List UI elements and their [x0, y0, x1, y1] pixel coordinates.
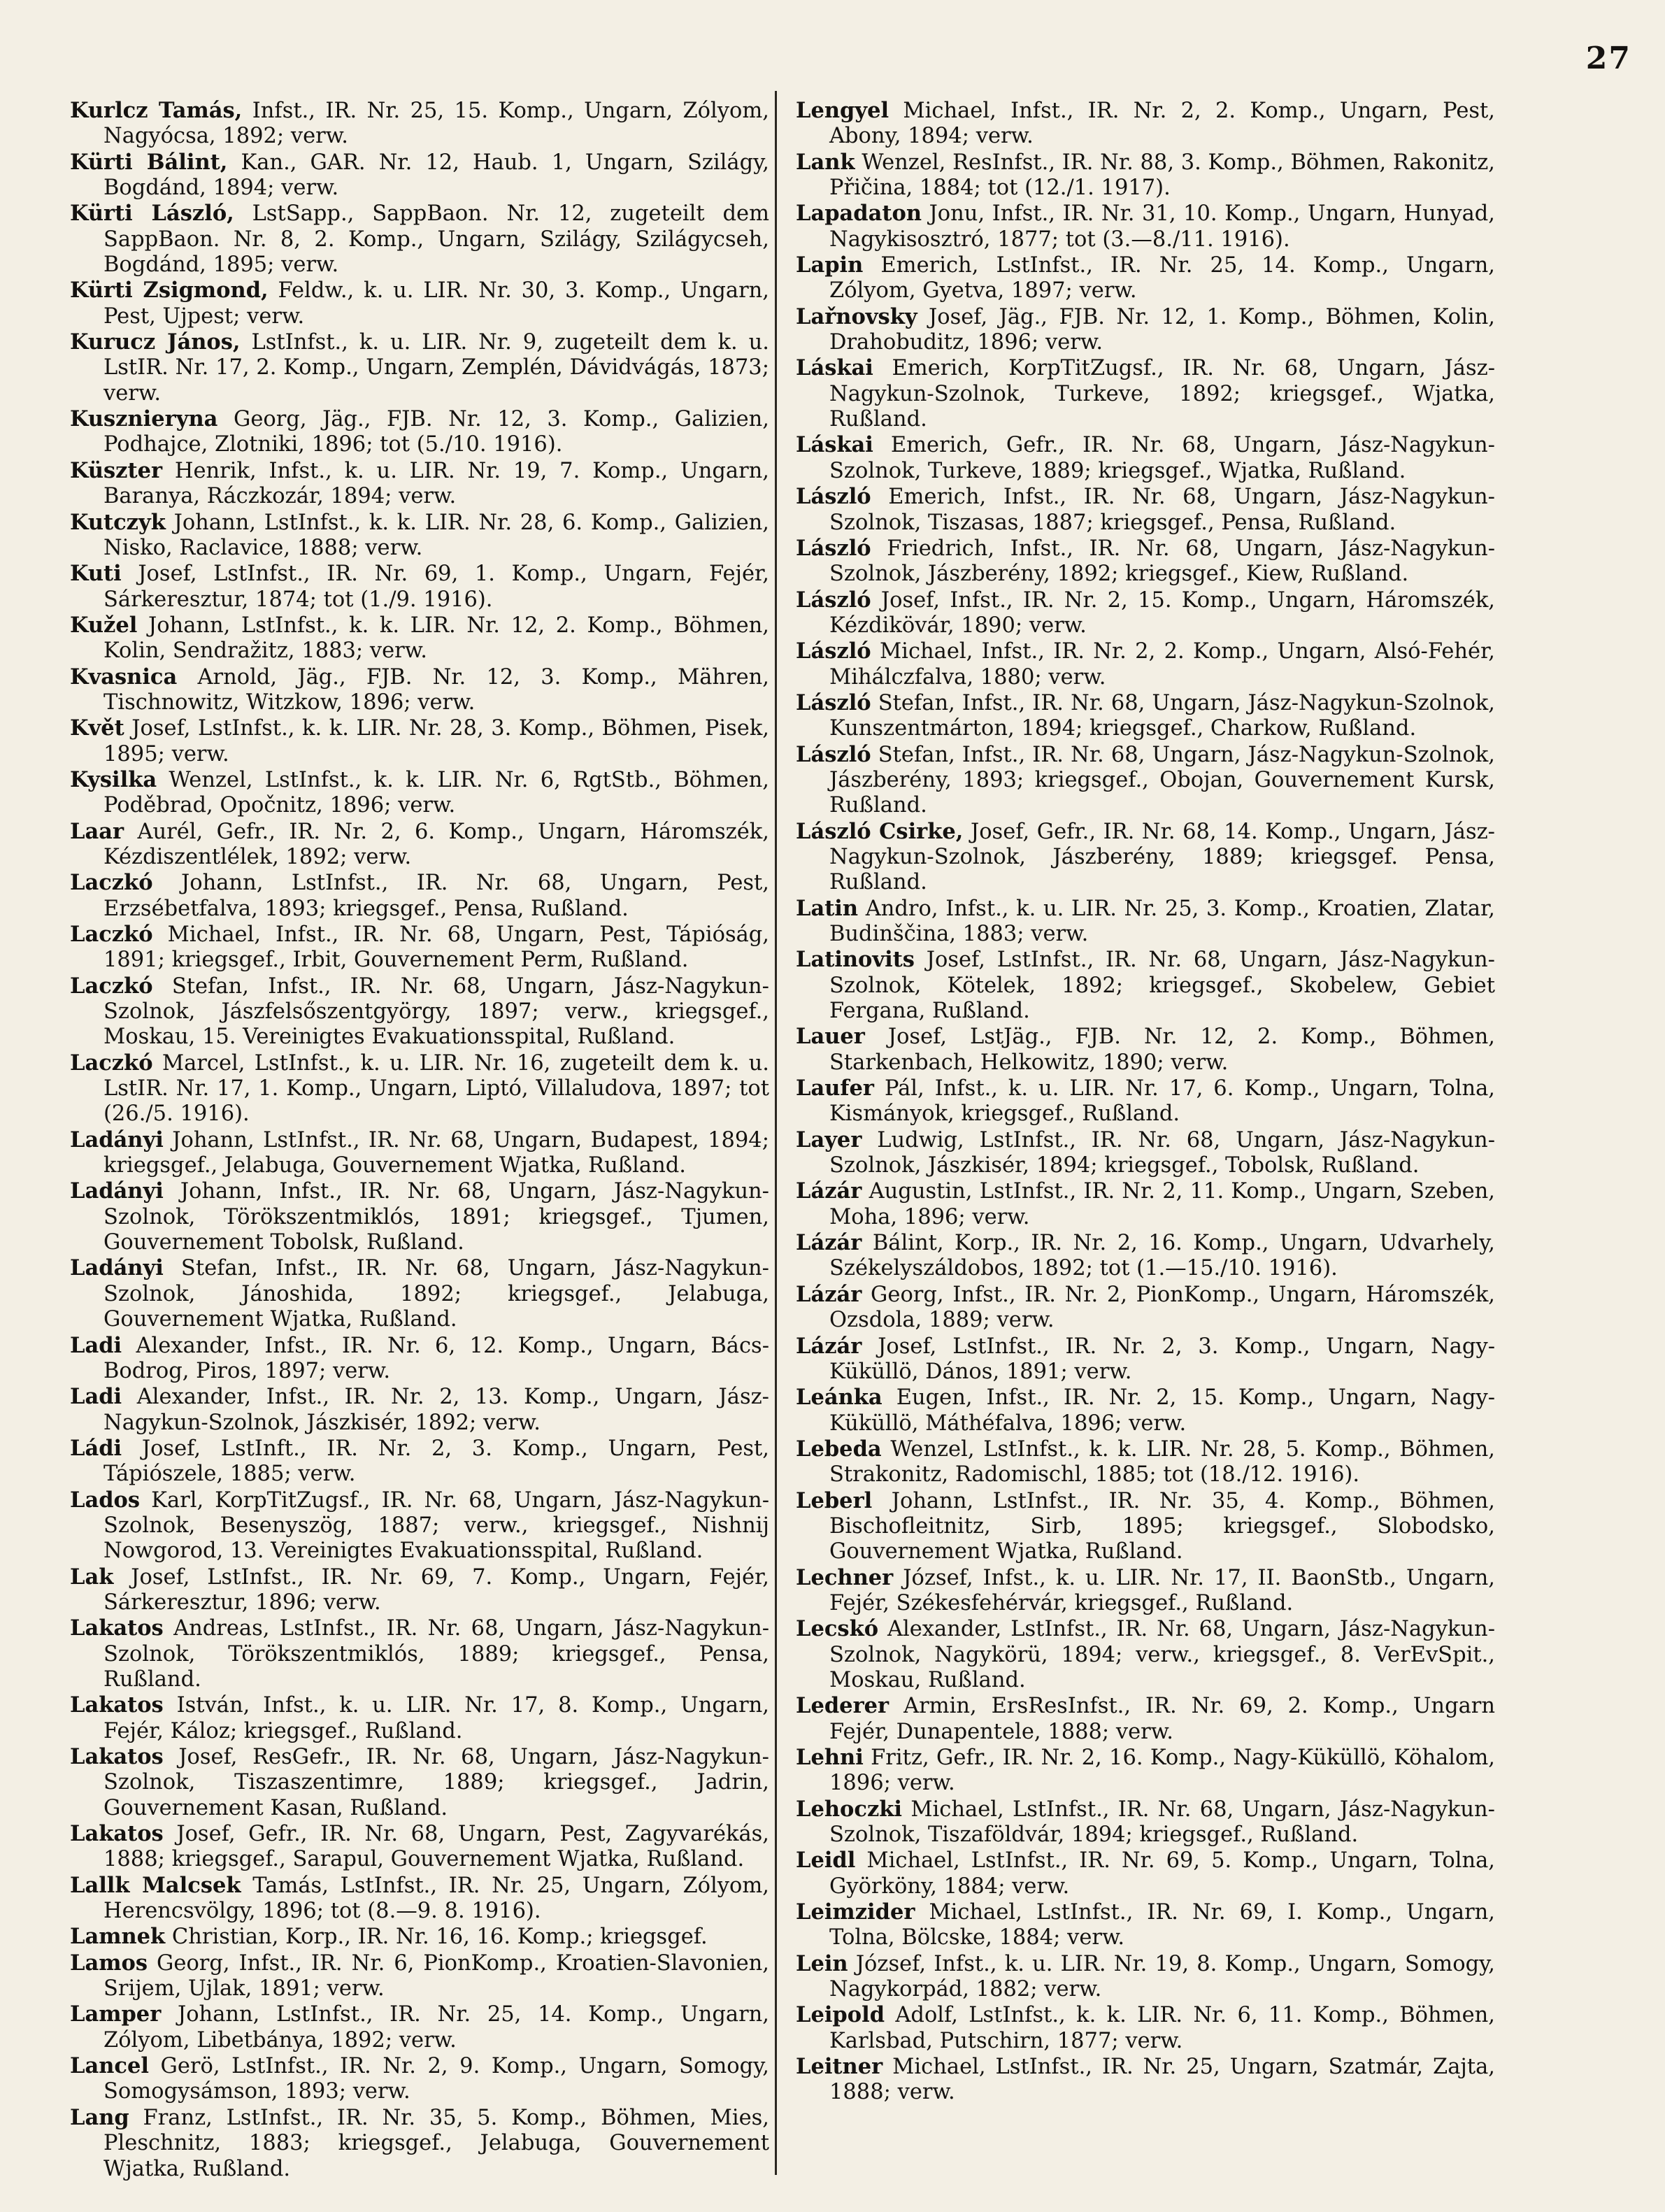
entry-details: Michael, LstInfst., IR. Nr. 25, Ungarn, Szatmár, Zajta, 1888; verw.: [829, 2055, 1495, 2105]
register-entry: [796, 432, 1495, 484]
register-entry: [70, 98, 769, 150]
entry-details: Alexander, Infst., IR. Nr. 6, 12. Komp., Ungarn, Bács-Bodrog, Piros, 1897; verw.: [103, 1333, 769, 1383]
entry-details: Emerich, LstInfst., IR. Nr. 25, 14. Komp., Ungarn, Zólyom, Gyetva, 1897; verw.: [829, 253, 1496, 304]
entry-details: Michael, Infst., IR. Nr. 2, 2. Komp., Ungarn, Alsó-Fehér, Mihálczfalva, 1880; verw.: [829, 639, 1495, 690]
entry-surname: Latinovits: [796, 947, 915, 973]
entry-surname: Laczkó: [70, 973, 153, 999]
entry-surname: Kužel: [70, 612, 138, 638]
entry-details: LstSapp., SappBaon. Nr. 12, zugeteilt dem SappBaon. Nr. 8, 2. Komp., Ungarn, Szilágy, Szilágycseh, Bogdánd, 1895; verw.: [103, 201, 769, 278]
entry-surname: Ladányi: [70, 1255, 164, 1281]
entry-surname: Laczkó: [70, 922, 153, 947]
register-entry: [796, 638, 1495, 690]
register-entry: [70, 406, 769, 458]
entry-surname: Lamos: [70, 1950, 148, 1976]
register-entry: [796, 742, 1495, 819]
register-entry: [70, 1873, 769, 1925]
entry-surname: Ladányi: [70, 1127, 164, 1153]
entry-details: Emerich, Gefr., IR. Nr. 68, Ungarn, Jász-Nagykun-Szolnok, Turkeve, 1889; kriegsgef., Wjatka, Rußland.: [829, 433, 1495, 483]
entry-surname: Lechner: [796, 1564, 894, 1590]
entry-details: Fritz, Gefr., IR. Nr. 2, 16. Komp., Nagy-Küküllö, Köhalom, 1896; verw.: [829, 1746, 1495, 1796]
entry-surname: Lázár: [796, 1230, 862, 1256]
entry-details: Michael, Infst., IR. Nr. 68, Ungarn, Pest, Tápióság, 1891; kriegsgef., Irbit, Gouvernement Perm, Rußland.: [103, 922, 770, 973]
entry-surname: Laczkó: [70, 870, 153, 896]
register-entry: [796, 896, 1495, 948]
register-entry: [70, 1692, 769, 1744]
register-entry: [796, 1076, 1495, 1127]
entry-details: József, Infst., k. u. LIR. Nr. 19, 8. Komp., Ungarn, Somogy, Nagykorpád, 1882; verw.: [829, 1951, 1495, 2002]
entry-surname: Lederer: [796, 1693, 889, 1719]
entry-details: Johann, LstInfst., IR. Nr. 25, 14. Komp., Ungarn, Zólyom, Libetbánya, 1892; verw.: [103, 2002, 769, 2053]
entry-details: Josef, LstInfst., k. k. LIR. Nr. 28, 3. Komp., Böhmen, Pisek, 1895; verw.: [103, 716, 769, 766]
entry-details: Wenzel, ResInfst., IR. Nr. 88, 3. Komp., Böhmen, Rakonitz, Přičina, 1884; tot (12./1. 1917).: [829, 150, 1496, 201]
page-number: 27: [1585, 41, 1631, 76]
entry-details: Kan., GAR. Nr. 12, Haub. 1, Ungarn, Szilágy, Bogdánd, 1894; verw.: [103, 150, 770, 201]
register-entry: [796, 1488, 1495, 1565]
register-entry: [796, 1693, 1495, 1745]
entry-surname: Láskai: [796, 432, 873, 458]
entry-details: Marcel, LstInfst., k. u. LIR. Nr. 16, zugeteilt dem k. u. LstIR. Nr. 17, 1. Komp., Ungarn, Liptó, Villaludova, 1897; tot (26./5. 1916).: [103, 1050, 769, 1127]
entry-details: Johann, LstInfst., IR. Nr. 68, Ungarn, Pest, Erzsébetfalva, 1893; kriegsgef., Pensa, Rußland.: [103, 871, 769, 921]
entry-details: Josef, Gefr., IR. Nr. 68, 14. Komp., Ungarn, Jász-Nagykun-Szolnok, Jászberény, 1889; kriegsgef. Pensa, Rußland.: [829, 819, 1495, 895]
register-entry: [70, 767, 769, 819]
register-entry: [796, 1178, 1495, 1230]
entry-details: Josef, LstInfst., IR. Nr. 2, 3. Komp., Ungarn, Nagy-Küküllö, Dános, 1891; verw.: [829, 1334, 1495, 1384]
entry-details: Bálint, Korp., IR. Nr. 2, 16. Komp., Ungarn, Udvarhely, Székelyszáldobos, 1892; tot (1.—15./10. 1916).: [829, 1231, 1495, 1281]
register-entry: [796, 690, 1495, 742]
entry-surname: Láskai: [796, 355, 873, 381]
register-entry: [796, 1127, 1495, 1179]
entry-details: Georg, Infst., IR. Nr. 2, PionKomp., Ungarn, Háromszék, Ozsdola, 1889; verw.: [829, 1282, 1495, 1333]
entry-surname: László: [796, 587, 871, 613]
entry-details: Karl, KorpTitZugsf., IR. Nr. 68, Ungarn, Jász-Nagykun-Szolnok, Besenyszög, 1887; verw., kriegsgef., Nishnij Nowgorod, 13. Vereinigtes Evakuationsspital, Rußland.: [103, 1487, 769, 1564]
entry-surname: Lehoczki: [796, 1796, 902, 1822]
entry-surname: Ládi: [70, 1435, 122, 1461]
entry-surname: Lázár: [796, 1281, 862, 1307]
entry-surname: Laczkó: [70, 1050, 153, 1076]
entry-details: Henrik, Infst., k. u. LIR. Nr. 19, 7. Komp., Ungarn, Baranya, Ráczkozár, 1894; verw.: [103, 458, 770, 509]
entry-surname: Kürti Bálint,: [70, 149, 228, 175]
entry-details: Josef, LstInfst., IR. Nr. 69, 1. Komp., Ungarn, Fejér, Sárkeresztur, 1874; tot (1./9. 1916).: [103, 562, 769, 612]
register-entry: [796, 252, 1495, 304]
entry-surname: László Csirke,: [796, 818, 964, 844]
entry-surname: Lakatos: [70, 1692, 164, 1718]
entry-details: Johann, LstInfst., IR. Nr. 35, 4. Komp., Böhmen, Bischofleitnitz, Sirb, 1895; kriegsgef., Slobodsko, Gouvernement Wjatka, Rußland.: [829, 1488, 1495, 1564]
register-entry: [70, 510, 769, 562]
register-entry: [796, 587, 1495, 639]
entry-details: Emerich, Infst., IR. Nr. 68, Ungarn, Jász-Nagykun-Szolnok, Tiszasas, 1887; kriegsgef., Pensa, Rußland.: [829, 485, 1495, 535]
entry-details: Friedrich, Infst., IR. Nr. 68, Ungarn, Jász-Nagykun-Szolnok, Jászberény, 1892; kriegsgef., Kiew, Rußland.: [829, 536, 1495, 587]
entry-surname: Leberl: [796, 1487, 873, 1513]
register-entry: [796, 819, 1495, 896]
entry-surname: Kurlcz Tamás,: [70, 98, 243, 123]
entry-surname: Lázár: [796, 1333, 862, 1359]
entry-surname: László: [796, 484, 871, 510]
register-entry: [70, 1950, 769, 2002]
entry-surname: Lancel: [70, 2053, 149, 2079]
entry-details: Josef, Infst., IR. Nr. 2, 15. Komp., Ungarn, Háromszék, Kézdikövár, 1890; verw.: [829, 587, 1495, 638]
entry-details: Georg, Jäg., FJB. Nr. 12, 3. Komp., Galizien, Podhajce, Zlotniki, 1896; tot (5./10. 1916).: [103, 407, 769, 457]
register-entry: [70, 664, 769, 716]
entry-surname: Lengyel: [796, 98, 889, 123]
register-entry: [70, 922, 769, 973]
entry-surname: Lauer: [796, 1024, 865, 1050]
register-entry: [70, 2001, 769, 2053]
register-entry: [70, 1744, 769, 1821]
entry-details: Johann, LstInfst., k. k. LIR. Nr. 12, 2. Komp., Böhmen, Kolin, Sendražitz, 1883; verw.: [103, 613, 769, 664]
register-entry: [70, 278, 769, 329]
entry-details: Josef, Gefr., IR. Nr. 68, Ungarn, Pest, Zagyvarékás, 1888; kriegsgef., Sarapul, Gouvernement Wjatka, Rußland.: [103, 1822, 769, 1872]
entry-details: Josef, LstInfst., IR. Nr. 68, Ungarn, Jász-Nagykun-Szolnok, Kötelek, 1892; kriegsgef., Skobelew, Gebiet Fergana, Rußland.: [829, 948, 1495, 1024]
register-entry: [796, 947, 1495, 1024]
register-entry: [70, 819, 769, 871]
register-entry: [70, 1050, 769, 1127]
entry-surname: Ladányi: [70, 1178, 164, 1204]
entry-details: Alexander, Infst., IR. Nr. 2, 13. Komp., Ungarn, Jász-Nagykun-Szolnok, Jászkisér, 1892; verw.: [103, 1385, 769, 1435]
register-entry: [796, 1334, 1495, 1385]
register-entry: [796, 1797, 1495, 1848]
entry-surname: Lapin: [796, 252, 864, 278]
entry-surname: Lakatos: [70, 1615, 164, 1641]
entry-surname: Lakatos: [70, 1744, 164, 1769]
entry-details: József, Infst., k. u. LIR. Nr. 17, II. BaonStb., Ungarn, Fejér, Székesfehérvár, kriegsgef., Rußland.: [829, 1565, 1495, 1615]
entry-details: Infst., IR. Nr. 25, 15. Komp., Ungarn, Zólyom, Nagyócsa, 1892; verw.: [103, 99, 769, 149]
entry-surname: László: [796, 638, 871, 664]
register-entry: [70, 1384, 769, 1436]
register-entry: [796, 1436, 1495, 1488]
column-divider: [775, 91, 777, 2175]
register-entry: [70, 1178, 769, 1255]
entry-surname: Ladi: [70, 1384, 122, 1410]
entry-surname: Kvasnica: [70, 664, 178, 690]
entry-details: Andro, Infst., k. u. LIR. Nr. 25, 3. Komp., Kroatien, Zlatar, Budinščina, 1883; verw.: [829, 896, 1495, 946]
register-entry: [796, 1230, 1495, 1282]
entry-details: Stefan, Infst., IR. Nr. 68, Ungarn, Jász-Nagykun-Szolnok, Jánoshida, 1892; kriegsgef., Jelabuga, Gouvernement Wjatka, Rußland.: [103, 1256, 769, 1332]
register-entry: [70, 1255, 769, 1332]
register-entry: [796, 150, 1495, 201]
entry-details: Johann, Infst., IR. Nr. 68, Ungarn, Jász-Nagykun-Szolnok, Törökszentmiklós, 1891; kriegsgef., Tjumen, Gouvernement Tobolsk, Rußland.: [103, 1179, 769, 1255]
register-entry: [70, 1924, 769, 1950]
register-entry: [70, 150, 769, 201]
entry-surname: Lecskó: [796, 1616, 879, 1642]
register-entry: [70, 1487, 769, 1564]
register-entry: [70, 1127, 769, 1179]
entry-details: Andreas, LstInfst., IR. Nr. 68, Ungarn, Jász-Nagykun-Szolnok, Törökszentmiklós, 1889; kriegsgef., Pensa, Rußland.: [103, 1616, 770, 1692]
register-entry: [70, 329, 769, 406]
entry-surname: Leipold: [796, 2002, 885, 2028]
entry-details: Stefan, Infst., IR. Nr. 68, Ungarn, Jász-Nagykun-Szolnok, Jászfelsőszentgyörgy, 1897; verw., kriegsgef., Moskau, 15. Vereinigtes Evakuationsspital, Rußland.: [103, 973, 769, 1050]
entry-surname: Lallk Malcsek: [70, 1872, 241, 1898]
entry-surname: Lehni: [796, 1745, 864, 1770]
register-entry: [70, 2053, 769, 2105]
register-entry: [70, 458, 769, 510]
register-entry: [796, 2054, 1495, 2106]
entry-surname: Lados: [70, 1487, 141, 1513]
entry-details: Wenzel, LstInfst., k. k. LIR. Nr. 6, RgtStb., Böhmen, Poděbrad, Opočnitz, 1896; verw.: [103, 767, 769, 818]
register-entry: [796, 355, 1495, 432]
entry-details: Gerö, LstInfst., IR. Nr. 2, 9. Komp., Ungarn, Somogy, Somogysámson, 1893; verw.: [103, 2054, 770, 2104]
entry-surname: Lebeda: [796, 1436, 882, 1462]
entry-surname: Kusznieryna: [70, 406, 218, 432]
entry-details: Michael, LstInfst., IR. Nr. 68, Ungarn, Jász-Nagykun-Szolnok, Tiszaföldvár, 1894; kriegsgef., Rußland.: [829, 1797, 1495, 1848]
register-entry: [70, 1615, 769, 1692]
entry-details: István, Infst., k. u. LIR. Nr. 17, 8. Komp., Ungarn, Fejér, Káloz; kriegsgef., Rußland.: [103, 1693, 770, 1743]
register-entry: [70, 561, 769, 613]
register-entry: [796, 2002, 1495, 2054]
entry-details: Feldw., k. u. LIR. Nr. 30, 3. Komp., Ungarn, Pest, Ujpest; verw.: [103, 278, 769, 329]
register-entry: [796, 1899, 1495, 1951]
register-entry: [70, 870, 769, 922]
entry-surname: Lamper: [70, 2001, 162, 2027]
entry-details: Augustin, LstInfst., IR. Nr. 2, 11. Komp., Ungarn, Szeben, Moha, 1896; verw.: [829, 1179, 1495, 1229]
entry-details: Franz, LstInfst., IR. Nr. 35, 5. Komp., Böhmen, Mies, Pleschnitz, 1883; kriegsgef., Jelabuga, Gouvernement Wjatka, Rußland.: [103, 2105, 769, 2181]
entry-surname: Kuti: [70, 561, 122, 587]
right-column: [796, 98, 1495, 2106]
entry-details: Wenzel, LstInfst., k. k. LIR. Nr. 28, 5. Komp., Böhmen, Strakonitz, Radomischl, 1885; tot (18./12. 1916).: [829, 1436, 1495, 1487]
entry-details: Arnold, Jäg., FJB. Nr. 12, 3. Komp., Mähren, Tischnowitz, Witzkow, 1896; verw.: [103, 664, 769, 715]
entry-surname: Lázár: [796, 1178, 862, 1204]
entry-surname: Lein: [796, 1950, 848, 1976]
entry-details: Ludwig, LstInfst., IR. Nr. 68, Ungarn, Jász-Nagykun-Szolnok, Jászkisér, 1894; kriegsgef., Tobolsk, Rußland.: [829, 1127, 1495, 1178]
entry-surname: Lang: [70, 2104, 129, 2130]
register-entry: [70, 613, 769, 664]
entry-details: Emerich, KorpTitZugsf., IR. Nr. 68, Ungarn, Jász-Nagykun-Szolnok, Turkeve, 1892; kriegsgef., Wjatka, Rußland.: [829, 356, 1495, 432]
entry-surname: Leitner: [796, 2054, 883, 2080]
entry-details: Jonu, Infst., IR. Nr. 31, 10. Komp., Ungarn, Hunyad, Nagykisosztró, 1877; tot (3.—8./11. 1916).: [829, 201, 1495, 252]
register-entry: [796, 1565, 1495, 1617]
entry-details: Tamás, LstInfst., IR. Nr. 25, Ungarn, Zólyom, Herencsvölgy, 1896; tot (8.—9. 8. 1916).: [103, 1873, 770, 1924]
entry-details: Stefan, Infst., IR. Nr. 68, Ungarn, Jász-Nagykun-Szolnok, Kunszentmárton, 1894; kriegsgef., Charkow, Rußland.: [829, 690, 1495, 741]
register-entry: [796, 1848, 1495, 1899]
register-entry: [70, 1436, 769, 1487]
register-entry: [70, 201, 769, 278]
entry-surname: Kurucz János,: [70, 329, 241, 355]
entry-surname: Kysilka: [70, 766, 157, 792]
entry-surname: Lapadaton: [796, 201, 922, 227]
register-entry: [796, 484, 1495, 536]
register-entry: [70, 1333, 769, 1385]
entry-details: Christian, Korp., IR. Nr. 16, 16. Komp.; kriegsgef.: [171, 1925, 708, 1950]
entry-details: Josef, LstJäg., FJB. Nr. 12, 2. Komp., Böhmen, Starkenbach, Helkowitz, 1890; verw.: [829, 1025, 1495, 1075]
register-entry: [796, 304, 1495, 356]
entry-surname: Layer: [796, 1127, 862, 1153]
entry-details: Michael, Infst., IR. Nr. 2, 2. Komp., Ungarn, Pest, Abony, 1894; verw.: [829, 99, 1495, 149]
entry-surname: Lakatos: [70, 1821, 164, 1847]
entry-surname: László: [796, 535, 871, 561]
entry-details: LstInfst., k. u. LIR. Nr. 9, zugeteilt dem k. u. LstIR. Nr. 17, 2. Komp., Ungarn, Zemplén, Dávidvágás, 1873; verw.: [103, 330, 769, 406]
entry-surname: Küszter: [70, 457, 163, 483]
entry-surname: Květ: [70, 715, 124, 741]
entry-surname: Kürti Zsigmond,: [70, 278, 269, 304]
entry-details: Johann, LstInfst., k. k. LIR. Nr. 28, 6. Komp., Galizien, Nisko, Raclavice, 1888; verw.: [103, 510, 769, 560]
entry-details: Georg, Infst., IR. Nr. 6, PionKomp., Kroatien-Slavonien, Srijem, Ujlak, 1891; verw.: [103, 1950, 769, 2001]
register-entry: [796, 98, 1495, 150]
entry-details: Alexander, LstInfst., IR. Nr. 68, Ungarn, Jász-Nagykun-Szolnok, Nagykörü, 1894; verw., kriegsgef., 8. VerEvSpit., Moskau, Rußland.: [829, 1617, 1495, 1692]
entry-surname: László: [796, 741, 871, 767]
register-entry: [796, 1951, 1495, 2003]
entry-details: Eugen, Infst., IR. Nr. 2, 15. Komp., Ungarn, Nagy-Küküllö, Máthéfalva, 1896; verw.: [829, 1385, 1495, 1436]
register-entry: [796, 536, 1495, 587]
register-entry: [796, 1024, 1495, 1076]
left-column: [70, 98, 769, 2182]
register-entry: [70, 973, 769, 1050]
entry-details: Johann, LstInfst., IR. Nr. 68, Ungarn, Budapest, 1894; kriegsgef., Jelabuga, Gouvernement Wjatka, Rußland.: [103, 1127, 769, 1178]
register-entry: [796, 1745, 1495, 1797]
entry-surname: Leimzider: [796, 1899, 915, 1925]
entry-surname: László: [796, 690, 871, 715]
entry-details: Adolf, LstInfst., k. k. LIR. Nr. 6, 11. Komp., Böhmen, Karlsbad, Putschirn, 1877; verw.: [829, 2003, 1495, 2053]
entry-surname: Lamnek: [70, 1924, 166, 1950]
entry-surname: Leidl: [796, 1848, 856, 1874]
entry-surname: Lařnovsky: [796, 304, 917, 329]
register-entry: [70, 715, 769, 767]
entry-details: Josef, ResGefr., IR. Nr. 68, Ungarn, Jász-Nagykun-Szolnok, Tiszaszentimre, 1889; kriegsgef., Jadrin, Gouvernement Kasan, Rußland.: [103, 1745, 769, 1820]
entry-details: Michael, LstInfst., IR. Nr. 69, 5. Komp., Ungarn, Tolna, Györköny, 1884; verw.: [829, 1848, 1495, 1899]
register-entry: [796, 1616, 1495, 1693]
entry-surname: Kürti László,: [70, 201, 234, 227]
entry-details: Michael, LstInfst., IR. Nr. 69, I. Komp., Ungarn, Tolna, Bölcske, 1884; verw.: [829, 1900, 1496, 1950]
register-entry: [70, 1821, 769, 1873]
entry-surname: Latin: [796, 895, 859, 921]
register-entry: [796, 1385, 1495, 1436]
entry-surname: Leánka: [796, 1385, 882, 1411]
entry-details: Armin, ErsResInfst., IR. Nr. 69, 2. Komp., Ungarn Fejér, Dunapentele, 1888; verw.: [829, 1694, 1495, 1744]
register-entry: [796, 201, 1495, 252]
entry-details: Stefan, Infst., IR. Nr. 68, Ungarn, Jász-Nagykun-Szolnok, Jászberény, 1893; kriegsgef., Obojan, Gouvernement Kursk, Rußland.: [829, 742, 1495, 818]
entry-details: Pál, Infst., k. u. LIR. Nr. 17, 6. Komp., Ungarn, Tolna, Kismányok, kriegsgef., Rußland.: [829, 1076, 1496, 1127]
entry-surname: Laar: [70, 818, 124, 844]
entry-surname: Laufer: [796, 1076, 874, 1101]
register-entry: [70, 1564, 769, 1616]
register-entry: [70, 2105, 769, 2182]
entry-surname: Lak: [70, 1564, 114, 1590]
entry-details: Josef, LstInft., IR. Nr. 2, 3. Komp., Ungarn, Pest, Tápiószele, 1885; verw.: [103, 1436, 769, 1487]
entry-surname: Kutczyk: [70, 509, 166, 535]
entry-surname: Lank: [796, 149, 855, 175]
entry-details: Josef, Jäg., FJB. Nr. 12, 1. Komp., Böhmen, Kolin, Drahobuditz, 1896; verw.: [829, 304, 1495, 355]
entry-details: Aurél, Gefr., IR. Nr. 2, 6. Komp., Ungarn, Háromszék, Kézdiszentlélek, 1892; verw.: [103, 819, 769, 869]
register-entry: [796, 1282, 1495, 1334]
entry-details: Josef, LstInfst., IR. Nr. 69, 7. Komp., Ungarn, Fejér, Sárkeresztur, 1896; verw.: [103, 1564, 769, 1615]
entry-surname: Ladi: [70, 1332, 122, 1358]
